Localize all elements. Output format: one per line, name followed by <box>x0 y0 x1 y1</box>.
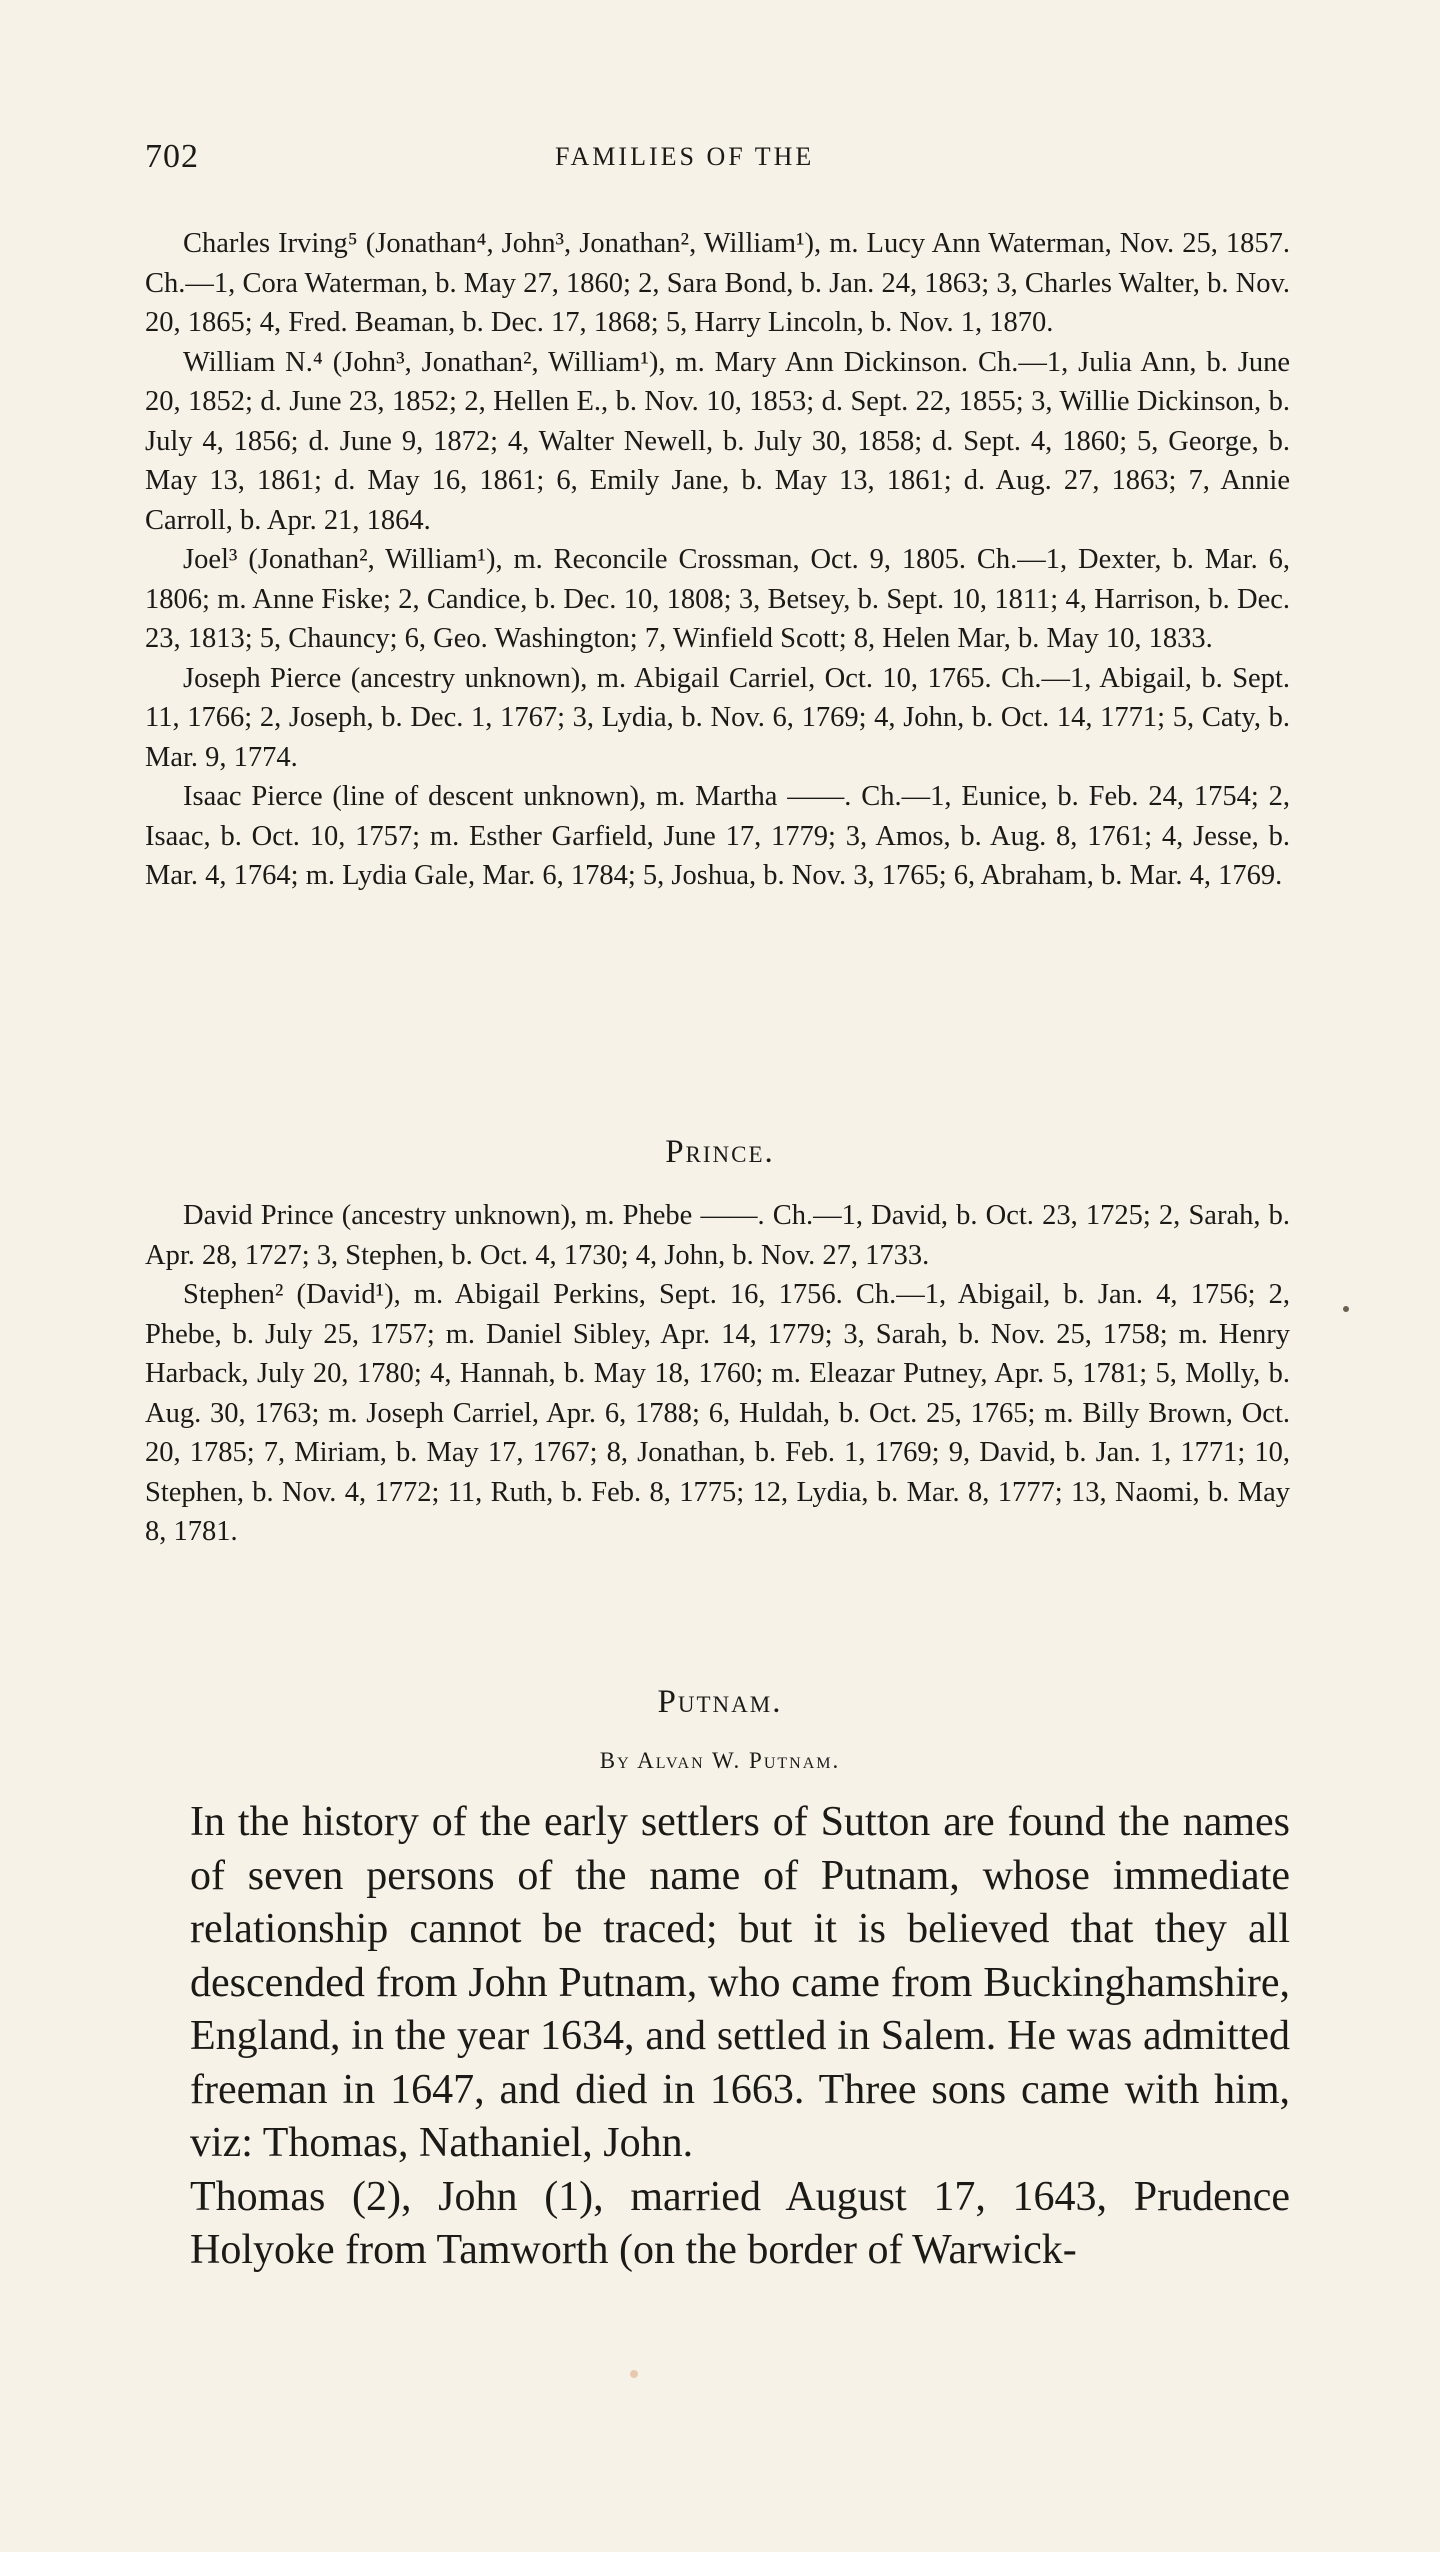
page-header <box>145 138 1290 178</box>
entry-paragraph: Joseph Pierce (ancestry unknown), m. Abigail Carriel, Oct. 10, 1765. Ch.—1, Abigail, b. Sept. 11, 1766; 2, Joseph, b. Dec. 1, 1767; 3, Lydia, b. Nov. 6, 1769; 4, John, b. Oct. 14, 1771; 5, Caty, b. Mar. 9, 1774. <box>145 662 1290 773</box>
entry-paragraph: William N.⁴ (John³, Jonathan², William¹), m. Mary Ann Dickinson. Ch.—1, Julia Ann, b. June 20, 1852; d. June 23, 1852; 2, Hellen E., b. Nov. 10, 1853; d. Sept. 22, 1855; 3, Willie Dickinson, b. July 4, 1856; d. June 9, 1872; 4, Walter Newell, b. July 30, 1858; d. Sept. 4, 1860; 5, George, b. May 13, 1861; d. May 16, 1861; 6, Emily Jane, b. May 13, 1861; d. Aug. 27, 1863; 7, Annie Carroll, b. Apr. 21, 1864. <box>145 346 1290 536</box>
entry-paragraph: Stephen² (David¹), m. Abigail Perkins, Sept. 16, 1756. Ch.—1, Abigail, b. Jan. 4, 1756; 2, Phebe, b. July 25, 1757; m. Daniel Sibley, Apr. 14, 1779; 3, Sarah, b. Nov. 25, 1758; m. Henry Harback, July 20, 1780; 4, Hannah, b. May 18, 1760; m. Eleazar Putney, Apr. 5, 1781; 5, Molly, b. Aug. 30, 1763; m. Joseph Carriel, Apr. 6, 1788; 6, Huldah, b. Oct. 25, 1765; m. Billy Brown, Oct. 20, 1785; 7, Miriam, b. May 17, 1767; 8, Jonathan, b. Feb. 1, 1769; 9, David, b. Jan. 1, 1771; 10, Stephen, b. Nov. 4, 1772; 11, Ruth, b. Feb. 8, 1775; 12, Lydia, b. Mar. 8, 1777; 13, Naomi, b. May 8, 1781. <box>145 1279 1290 1547</box>
prince-block <box>145 1196 1290 1552</box>
section-title-prince: Prince. <box>665 1134 775 1170</box>
print-speck <box>630 2370 638 2378</box>
entry-paragraph: David Prince (ancestry unknown), m. Phebe ——. Ch.—1, David, b. Oct. 23, 1725; 2, Sarah, b. Apr. 28, 1727; 3, Stephen, b. Oct. 4, 1730; 4, John, b. Nov. 27, 1733. <box>145 1200 1290 1271</box>
entry-paragraph: Joel³ (Jonathan², William¹), m. Reconcile Crossman, Oct. 9, 1805. Ch.—1, Dexter, b. Mar. 6, 1806; m. Anne Fiske; 2, Candice, b. Dec. 10, 1808; 3, Betsey, b. Sept. 10, 1811; 4, Harrison, b. Dec. 23, 1813; 5, Chauncy; 6, Geo. Washington; 7, Winfield Scott; 8, Helen Mar, b. May 10, 1833. <box>145 544 1290 654</box>
narrative-paragraph: Thomas (2), John (1), married August 17, 1643, Prudence Holyoke from Tamworth (on the border of Warwick- <box>190 2173 1290 2273</box>
running-head: FAMILIES OF THE <box>555 142 815 171</box>
entry-paragraph: Isaac Pierce (line of descent unknown), m. Martha ——. Ch.—1, Eunice, b. Feb. 24, 1754; 2, Isaac, b. Oct. 10, 1757; m. Esther Garfield, June 17, 1779; 3, Amos, b. Aug. 8, 1761; 4, Jesse, b. Mar. 4, 1764; m. Lydia Gale, Mar. 6, 1784; 5, Joshua, b. Nov. 3, 1765; 6, Abraham, b. Mar. 4, 1769. <box>145 781 1290 891</box>
entry-paragraph: Charles Irving⁵ (Jonathan⁴, John³, Jonathan², William¹), m. Lucy Ann Waterman, Nov. 25, 1857. Ch.—1, Cora Waterman, b. May 27, 1860; 2, Sara Bond, b. Jan. 24, 1863; 3, Charles Walter, b. Nov. 20, 1865; 4, Fred. Beaman, b. Dec. 17, 1868; 5, Harry Lincoln, b. Nov. 1, 1870. <box>145 228 1290 338</box>
byline: By Alvan W. Putnam. <box>599 1748 841 1773</box>
section-title-putnam: Putnam. <box>657 1684 783 1720</box>
print-speck <box>1343 1306 1349 1312</box>
genealogy-block-top <box>145 224 1290 896</box>
putnam-narrative <box>190 1796 1290 2278</box>
narrative-paragraph: In the history of the early settlers of Sutton are found the names of seven persons of the name of Putnam, whose immediate relationship cannot be traced; but it is believed that they all descended from John Putnam, who came from Buckinghamshire, England, in the year 1634, and settled in Salem. He was admitted freeman in 1647, and died in 1663. Three sons came with him, viz: Thomas, Nathaniel, John. <box>190 1799 1290 2166</box>
page-number: 702 <box>145 138 199 175</box>
